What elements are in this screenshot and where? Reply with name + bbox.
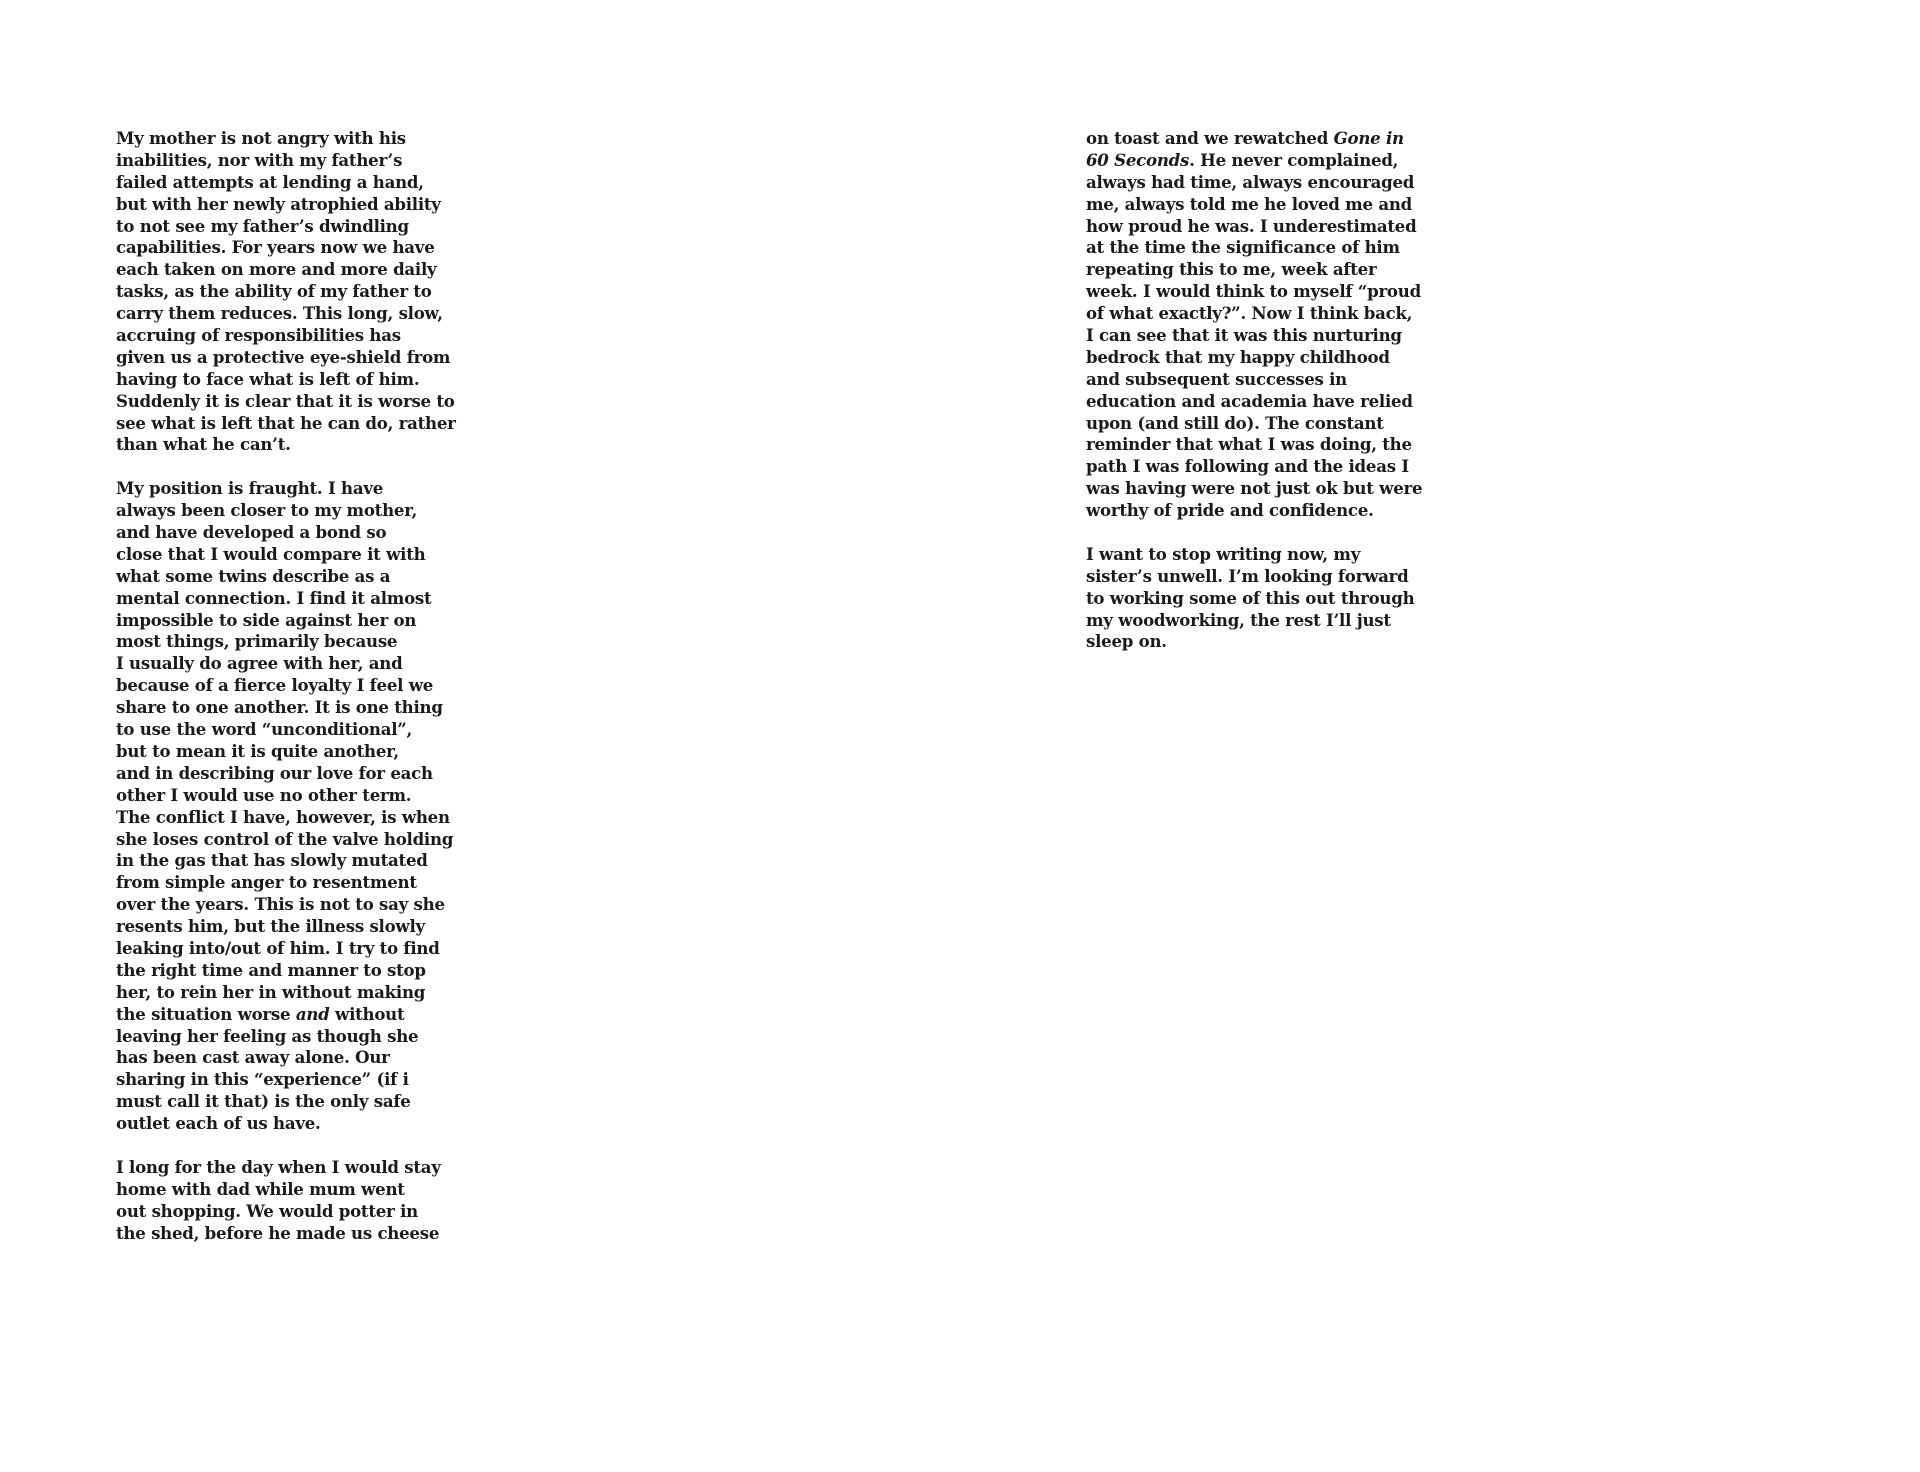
text-line: I long for the day when I would stay	[116, 1156, 441, 1177]
text-line: leaving her feeling as though she	[116, 1025, 419, 1046]
text-line: bedrock that my happy childhood	[1086, 346, 1390, 367]
text-line: at the time the significance of him	[1086, 237, 1400, 258]
text-line: impossible to side against her on	[116, 609, 417, 630]
text-line: she loses control of the valve holding	[116, 828, 454, 849]
text-line-with-italic	[1086, 128, 1422, 150]
paragraph-4	[1086, 128, 1422, 522]
text-line: share to one another. It is one thing	[116, 697, 443, 718]
text-line: but to mean it is quite another,	[116, 740, 399, 761]
text-line: path I was following and the ideas I	[1086, 456, 1409, 477]
text-line: sister’s unwell. I’m looking forward	[1086, 565, 1409, 586]
film-title-italic: 60 Seconds	[1086, 149, 1190, 170]
text-line: to not see my father’s dwindling	[116, 215, 409, 236]
text-line: to working some of this out through	[1086, 587, 1415, 608]
text-line: reminder that what I was doing, the	[1086, 434, 1412, 455]
text-line: I can see that it was this nurturing	[1086, 325, 1402, 346]
text-line: over the years. This is not to say she	[116, 894, 445, 915]
paragraph-5	[1086, 544, 1422, 653]
text-line: most things, primarily because	[116, 631, 398, 652]
text-line: carry them reduces. This long, slow,	[116, 303, 443, 324]
text-line: me, always told me he loved me and	[1086, 193, 1412, 214]
text-line: from simple anger to resentment	[116, 872, 417, 893]
text-segment: . He never complained,	[1189, 149, 1399, 170]
text-line: of what exactly?”. Now I think back,	[1086, 303, 1413, 324]
text-line: worthy of pride and confidence.	[1086, 500, 1374, 521]
text-line: the shed, before he made us cheese	[116, 1222, 440, 1243]
text-line: Suddenly it is clear that it is worse to	[116, 390, 455, 411]
text-segment: on toast and we rewatched	[1086, 128, 1334, 148]
paragraph-2	[116, 478, 456, 1135]
text-line: My mother is not angry with his	[116, 128, 406, 148]
text-line: always been closer to my mother,	[116, 500, 418, 521]
text-line: upon (and still do). The constant	[1086, 412, 1384, 433]
text-line: in the gas that has slowly mutated	[116, 850, 428, 871]
text-segment: without	[329, 1003, 405, 1024]
text-line: inabilities, nor with my father’s	[116, 149, 403, 170]
text-line: was having were not just ok but were	[1086, 478, 1423, 499]
text-line: the right time and manner to stop	[116, 959, 426, 980]
text-line: tasks, as the ability of my father to	[116, 281, 432, 302]
text-line: week. I would think to myself “proud	[1086, 281, 1421, 302]
text-line: outlet each of us have.	[116, 1113, 321, 1134]
text-line: close that I would compare it with	[116, 543, 426, 564]
text-line: than what he can’t.	[116, 434, 291, 455]
italic-word: and	[295, 1003, 330, 1024]
text-line: resents him, but the illness slowly	[116, 916, 425, 937]
text-line: and in describing our love for each	[116, 762, 433, 783]
text-line: because of a fierce loyalty I feel we	[116, 675, 434, 696]
text-line: her, to rein her in without making	[116, 981, 426, 1002]
text-line-with-italic	[116, 1004, 456, 1026]
text-line: but with her newly atrophied ability	[116, 193, 441, 214]
text-line: see what is left that he can do, rather	[116, 412, 456, 433]
text-line: repeating this to me, week after	[1086, 259, 1377, 280]
text-line: accruing of responsibilities has	[116, 325, 401, 346]
text-line: sharing in this “experience” (if i	[116, 1069, 409, 1090]
text-line: I usually do agree with her, and	[116, 653, 403, 674]
text-line: having to face what is left of him.	[116, 368, 420, 389]
paragraph-1	[116, 128, 456, 456]
paragraph-3	[116, 1157, 456, 1245]
text-line: sleep on.	[1086, 631, 1167, 652]
text-line: I want to stop writing now, my	[1086, 543, 1361, 564]
text-line: other I would use no other term.	[116, 784, 412, 805]
text-line: has been cast away alone. Our	[116, 1047, 390, 1068]
text-line: mental connection. I find it almost	[116, 587, 432, 608]
text-line: education and academia have relied	[1086, 390, 1413, 411]
text-line: my woodworking, the rest I’ll just	[1086, 609, 1391, 630]
text-line: The conflict I have, however, is when	[116, 806, 450, 827]
text-line: My position is fraught. I have	[116, 478, 384, 499]
text-line: always had time, always encouraged	[1086, 171, 1415, 192]
text-segment: the situation worse	[116, 1003, 296, 1024]
text-line: leaking into/out of him. I try to find	[116, 937, 440, 958]
text-line: and subsequent successes in	[1086, 368, 1347, 389]
text-line: failed attempts at lending a hand,	[116, 171, 424, 192]
text-line: how proud he was. I underestimated	[1086, 215, 1417, 236]
text-line: and have developed a bond so	[116, 522, 387, 543]
text-line-with-italic	[1086, 150, 1422, 172]
text-line: given us a protective eye-shield from	[116, 346, 451, 367]
right-page-text	[1086, 128, 1422, 675]
text-line: must call it that) is the only safe	[116, 1091, 411, 1112]
text-line: out shopping. We would potter in	[116, 1200, 418, 1221]
text-line: capabilities. For years now we have	[116, 237, 435, 258]
film-title-italic: Gone in	[1333, 128, 1404, 148]
text-line: home with dad while mum went	[116, 1178, 405, 1199]
left-page-text	[116, 128, 456, 1266]
text-line: what some twins describe as a	[116, 565, 391, 586]
text-line: to use the word “unconditional”,	[116, 719, 413, 740]
text-line: each taken on more and more daily	[116, 259, 437, 280]
